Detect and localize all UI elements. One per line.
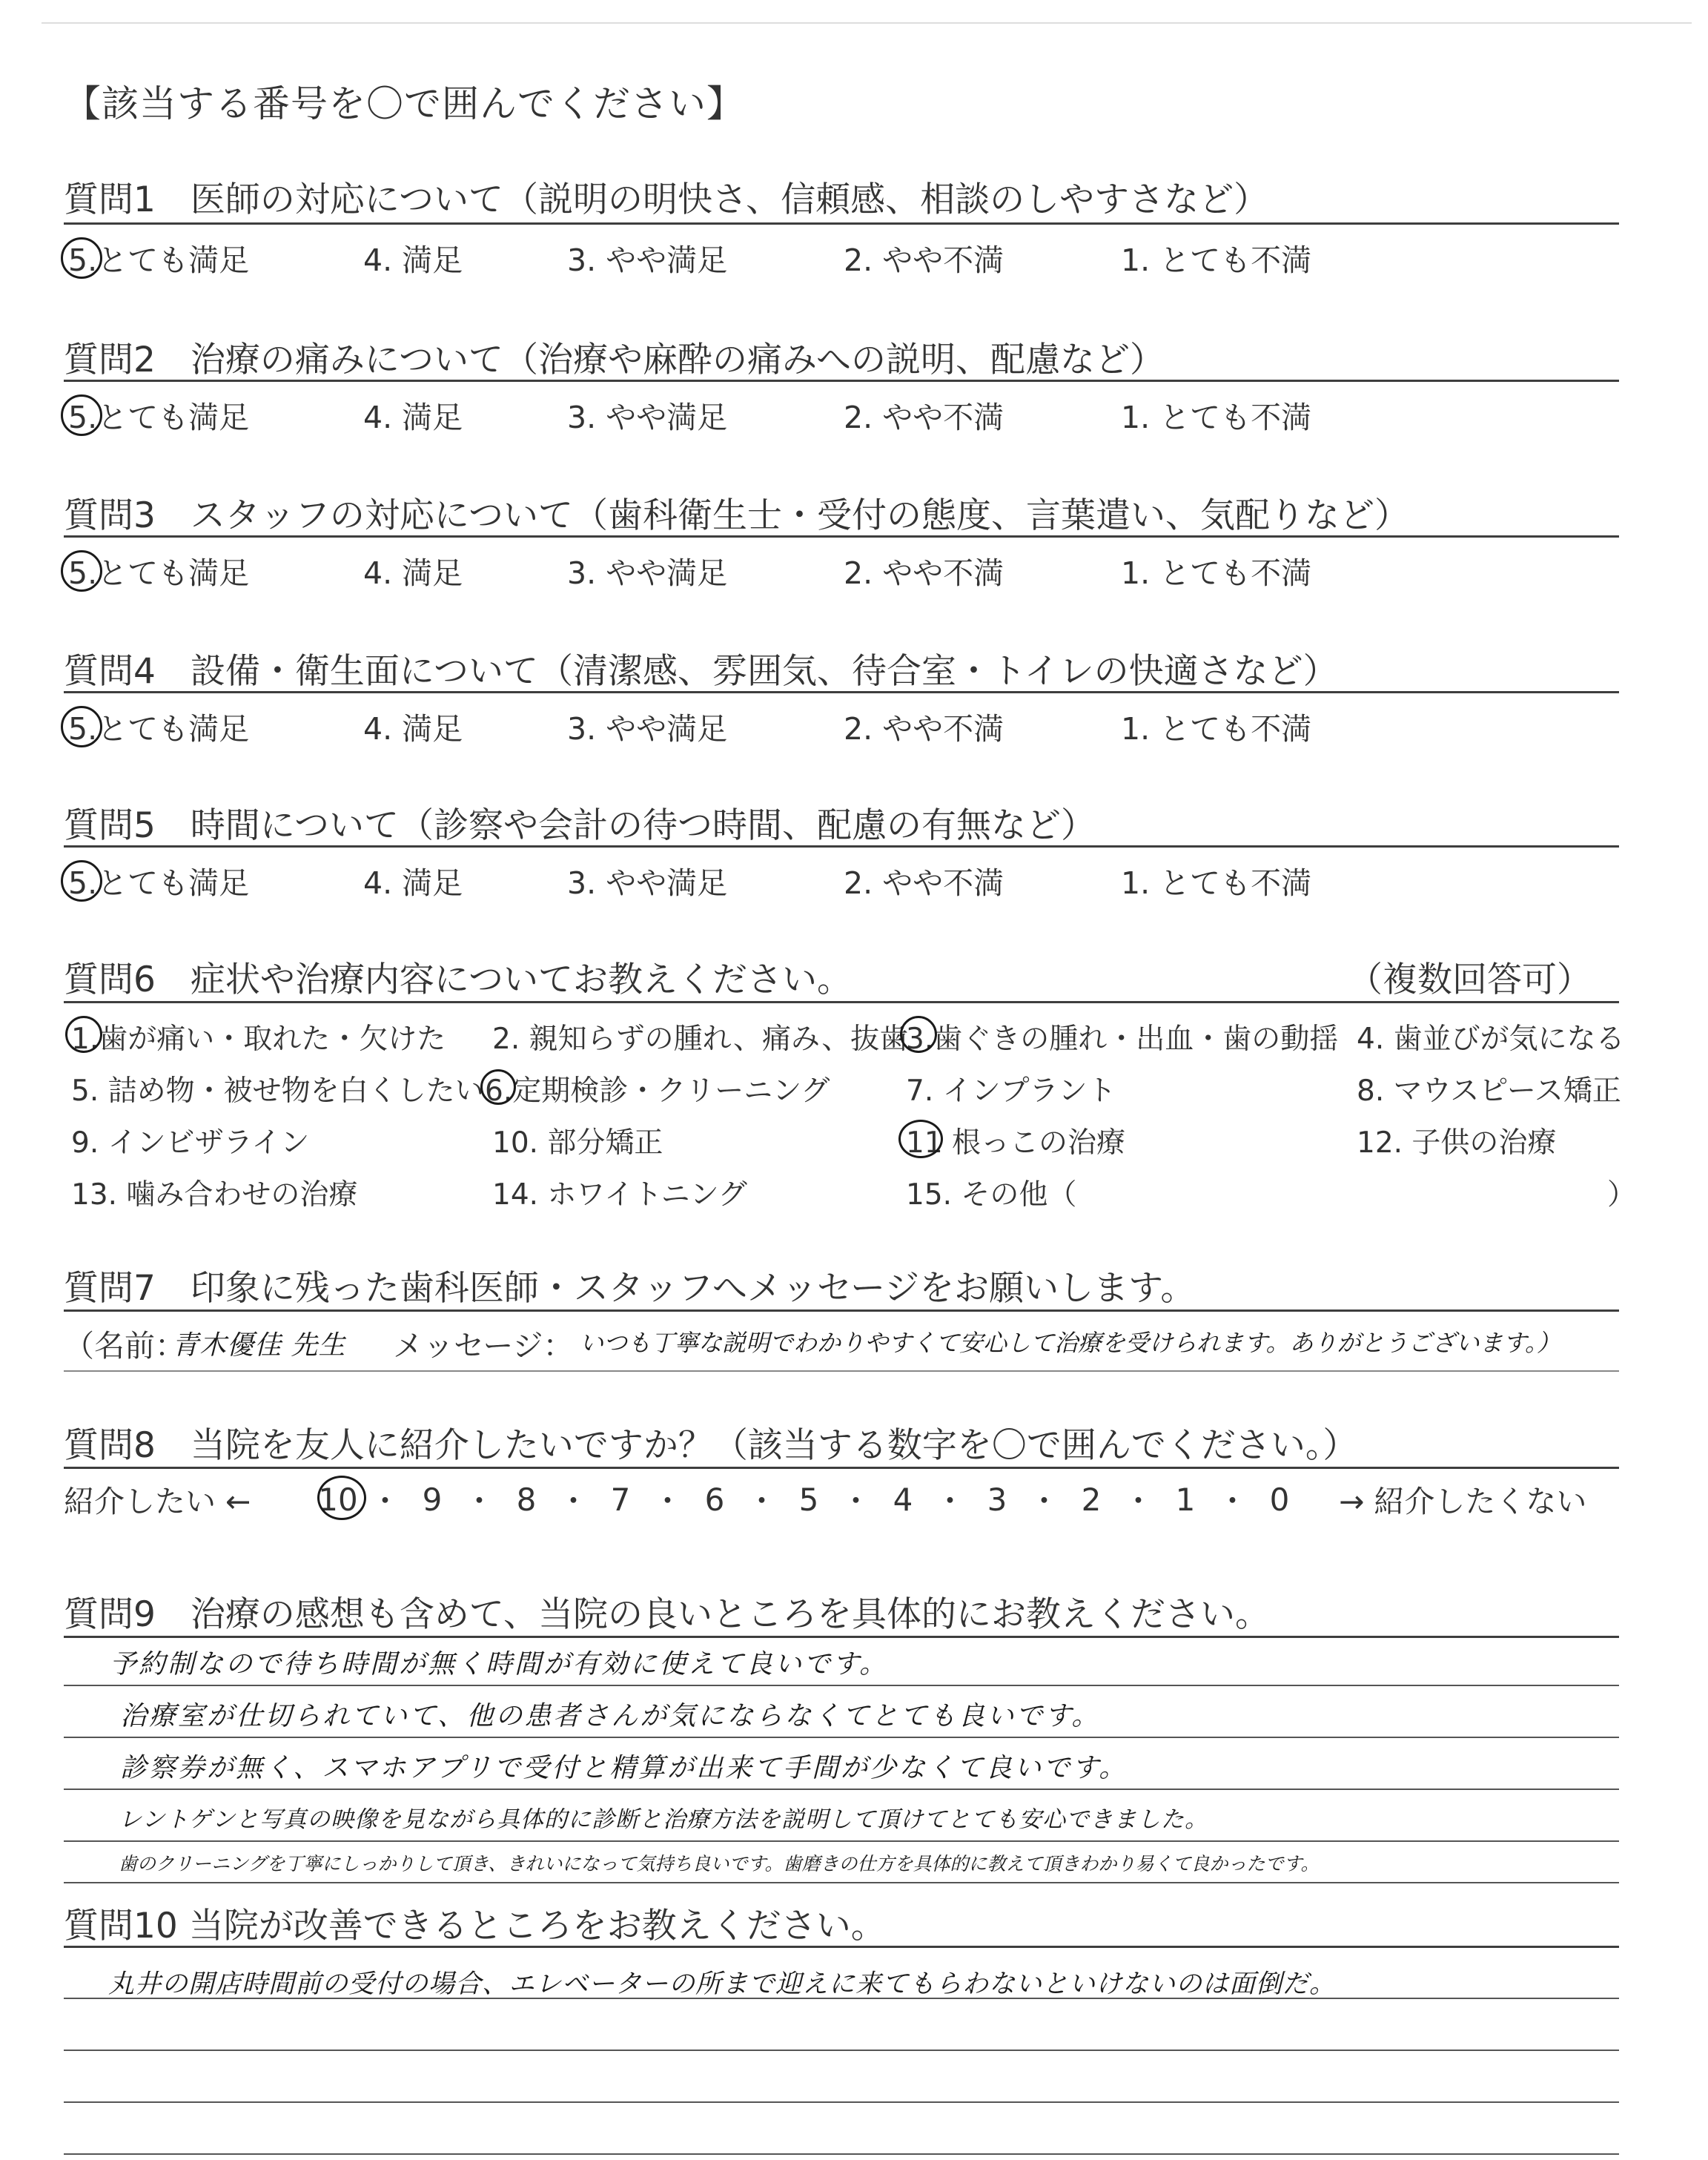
q4-option-3[interactable]: 3. やや満足 <box>567 711 728 747</box>
page-heading: 【該当する番号を〇で囲んでください】 <box>64 82 744 125</box>
q9-line-4[interactable]: レントゲンと写真の映像を見ながら具体的に診断と治療方法を説明して頂けてとても安心できました。 <box>119 1806 1208 1833</box>
q5-option-3[interactable]: 3. やや満足 <box>567 865 728 901</box>
q4-rule <box>64 691 1619 693</box>
q6-item-6[interactable]: 6.定期検診・クリーニング <box>485 1074 830 1108</box>
q7-name-value[interactable]: 青木優佳 先生 <box>172 1330 346 1361</box>
q8-value-9[interactable]: 9 <box>422 1481 443 1518</box>
q9-ruled-line <box>64 1737 1619 1738</box>
q9-ruled-line <box>64 1840 1619 1842</box>
q1-option-3[interactable]: 3. やや満足 <box>567 242 728 278</box>
q2-option-2[interactable]: 2. やや不満 <box>844 400 1004 435</box>
q1-option-1[interactable]: 1. とても不満 <box>1121 242 1312 278</box>
q8-value-5[interactable]: 5 <box>798 1481 819 1518</box>
q6-item-10[interactable]: 10. 部分矯正 <box>492 1126 663 1160</box>
q7-name-label: （名前： <box>64 1328 185 1364</box>
q5-title: 質問5 時間について（診察や会計の待つ時間、配慮の有無など） <box>64 805 1096 846</box>
q8-sep: ・ <box>840 1483 872 1519</box>
q3-rule <box>64 535 1619 538</box>
q8-scale <box>316 1477 1302 1522</box>
q3-option-3[interactable]: 3. やや満足 <box>567 555 728 591</box>
q8-sep: ・ <box>369 1483 401 1519</box>
q8-rule <box>64 1467 1619 1469</box>
q9-ruled-line <box>64 1882 1619 1883</box>
q2-option-5[interactable]: 5.とても満足 <box>68 400 250 435</box>
q10-ruled-line <box>64 2050 1619 2051</box>
q3-selected-circle <box>61 550 102 592</box>
q1-option-5[interactable]: 5.とても満足 <box>68 242 250 278</box>
q8-selected-circle <box>317 1476 366 1520</box>
q8-right-label: → 紹介したくない <box>1339 1484 1587 1519</box>
q4-title: 質問4 設備・衛生面について（清潔感、雰囲気、待合室・トイレの快適さなど） <box>64 651 1338 692</box>
q6-circle-1 <box>65 1016 102 1053</box>
q9-line-1[interactable]: 予約制なので待ち時間が無く時間が有効に使えて良いです。 <box>110 1649 889 1680</box>
q3-option-1[interactable]: 1. とても不満 <box>1121 555 1312 591</box>
q7-underline <box>64 1370 1619 1372</box>
q10-line-1[interactable]: 丸井の開店時間前の受付の場合、エレベーターの所まで迎えに来てもらわないといけないのは面倒だ。 <box>108 1969 1337 1999</box>
q9-title: 質問9 治療の感想も含めて、当院の良いところを具体的にお教えください。 <box>64 1594 1270 1635</box>
q6-circle-3 <box>900 1016 937 1053</box>
q8-sep: ・ <box>652 1483 683 1519</box>
q8-value-8[interactable]: 8 <box>516 1481 537 1518</box>
q9-line-5[interactable]: 歯のクリーニングを丁寧にしっかりして頂き、きれいになって気持ち良いです。歯磨きの仕方を具体的に教えて頂きわかり易くて良かったです。 <box>119 1853 1320 1875</box>
q6-circle-11 <box>898 1120 943 1158</box>
q6-item-11[interactable]: 11 根っこの治療 <box>906 1126 1126 1160</box>
q6-item-5[interactable]: 5. 詰め物・被せ物を白くしたい <box>71 1074 484 1108</box>
q2-option-1[interactable]: 1. とても不満 <box>1121 400 1312 435</box>
q6-item-8[interactable]: 8. マウスピース矯正 <box>1357 1074 1621 1108</box>
q2-title: 質問2 治療の痛みについて（治療や麻酔の痛みへの説明、配慮など） <box>64 340 1165 380</box>
q2-option-3[interactable]: 3. やや満足 <box>567 400 728 435</box>
q4-selected-circle <box>61 706 102 747</box>
q6-item-13[interactable]: 13. 噛み合わせの治療 <box>71 1178 358 1212</box>
q4-option-4[interactable]: 4. 満足 <box>363 711 463 747</box>
q7-message-value[interactable]: いつも丁寧な説明でわかりやすくて安心して治療を受けられます。ありがとうございます。） <box>580 1329 1560 1357</box>
q6-item-1[interactable]: 1.歯が痛い・取れた・欠けた <box>71 1023 446 1056</box>
q8-value-7[interactable]: 7 <box>610 1481 631 1518</box>
q9-line-3[interactable]: 診察券が無く、スマホアプリで受付と精算が出来て手間が少なくて良いです。 <box>120 1753 1128 1783</box>
q8-value-4[interactable]: 4 <box>893 1481 913 1518</box>
q5-option-4[interactable]: 4. 満足 <box>363 865 463 901</box>
q7-title: 質問7 印象に残った歯科医師・スタッフへメッセージをお願いします。 <box>64 1268 1196 1309</box>
q8-value-0[interactable]: 0 <box>1269 1481 1290 1518</box>
q5-option-1[interactable]: 1. とても不満 <box>1121 865 1312 901</box>
q3-title: 質問3 スタッフの対応について（歯科衛生士・受付の態度、言葉遣い、気配りなど） <box>64 495 1409 536</box>
top-border <box>42 22 1692 24</box>
q1-option-4[interactable]: 4. 満足 <box>363 242 463 278</box>
q6-note: （複数回答可） <box>1348 960 1592 1000</box>
q8-sep: ・ <box>1028 1483 1060 1519</box>
q6-circle-6 <box>480 1069 516 1105</box>
q8-value-6[interactable]: 6 <box>704 1481 725 1518</box>
q8-left-label: 紹介したい ← <box>64 1484 251 1519</box>
q6-item-7[interactable]: 7. インプラント <box>906 1074 1116 1108</box>
q5-rule <box>64 845 1619 848</box>
q8-sep: ・ <box>557 1483 589 1519</box>
q9-ruled-line <box>64 1685 1619 1686</box>
q7-rule <box>64 1309 1619 1312</box>
q6-item-15[interactable]: 15. その他（ <box>906 1178 1077 1212</box>
q10-rule <box>64 1946 1619 1948</box>
q5-option-5[interactable]: 5.とても満足 <box>68 865 250 901</box>
q8-sep: ・ <box>1122 1483 1154 1519</box>
q6-item-2[interactable]: 2. 親知らずの腫れ、痛み、抜歯 <box>492 1023 909 1056</box>
q6-rule <box>64 1001 1619 1003</box>
q7-message-label: メッセージ： <box>393 1328 574 1364</box>
q10-ruled-line <box>64 1998 1619 1999</box>
q6-item-4[interactable]: 4. 歯並びが気になる <box>1357 1023 1625 1056</box>
q4-option-1[interactable]: 1. とても不満 <box>1121 711 1312 747</box>
q4-option-2[interactable]: 2. やや不満 <box>844 711 1004 747</box>
q9-rule <box>64 1636 1619 1638</box>
q10-title: 質問10 当院が改善できるところをお教えください。 <box>64 1906 886 1946</box>
q4-option-5[interactable]: 5.とても満足 <box>68 711 250 747</box>
q2-selected-circle <box>61 394 102 436</box>
q8-value-1[interactable]: 1 <box>1175 1481 1196 1518</box>
q8-title: 質問8 当院を友人に紹介したいですか？（該当する数字を〇で囲んでください。） <box>64 1425 1358 1466</box>
q1-option-2[interactable]: 2. やや不満 <box>844 242 1004 278</box>
q3-option-5[interactable]: 5.とても満足 <box>68 555 250 591</box>
q1-selected-circle <box>61 237 102 279</box>
q1-title: 質問1 医師の対応について（説明の明快さ、信頼感、相談のしやすさなど） <box>64 179 1269 220</box>
q6-item-3[interactable]: 3.歯ぐきの腫れ・出血・歯の動揺 <box>906 1023 1339 1056</box>
q6-title: 質問6 症状や治療内容についてお教えください。 <box>64 960 852 1000</box>
q8-sep: ・ <box>1217 1483 1248 1519</box>
q6-other-close: ） <box>1607 1178 1637 1212</box>
q5-option-2[interactable]: 2. やや不満 <box>844 865 1004 901</box>
q8-value-2[interactable]: 2 <box>1081 1481 1102 1518</box>
q8-value-10[interactable]: 10 <box>318 1481 358 1518</box>
q8-sep: ・ <box>746 1483 778 1519</box>
q6-item-14[interactable]: 14. ホワイトニング <box>492 1178 747 1212</box>
q6-item-9[interactable]: 9. インビザライン <box>71 1126 310 1160</box>
q8-sep: ・ <box>463 1483 495 1519</box>
q9-ruled-line <box>64 1789 1619 1790</box>
q8-value-3[interactable]: 3 <box>987 1481 1007 1518</box>
q10-ruled-line <box>64 2153 1619 2155</box>
q10-ruled-line <box>64 2101 1619 2103</box>
q6-item-12[interactable]: 12. 子供の治療 <box>1357 1126 1557 1160</box>
q1-rule <box>64 222 1619 225</box>
q9-line-2[interactable]: 治療室が仕切られていて、他の患者さんが気にならなくてとても良いです。 <box>120 1701 1101 1731</box>
q2-option-4[interactable]: 4. 満足 <box>363 400 463 435</box>
q3-option-4[interactable]: 4. 満足 <box>363 555 463 591</box>
q3-option-2[interactable]: 2. やや不満 <box>844 555 1004 591</box>
q5-selected-circle <box>61 860 102 902</box>
q2-rule <box>64 380 1619 382</box>
q8-sep: ・ <box>934 1483 966 1519</box>
